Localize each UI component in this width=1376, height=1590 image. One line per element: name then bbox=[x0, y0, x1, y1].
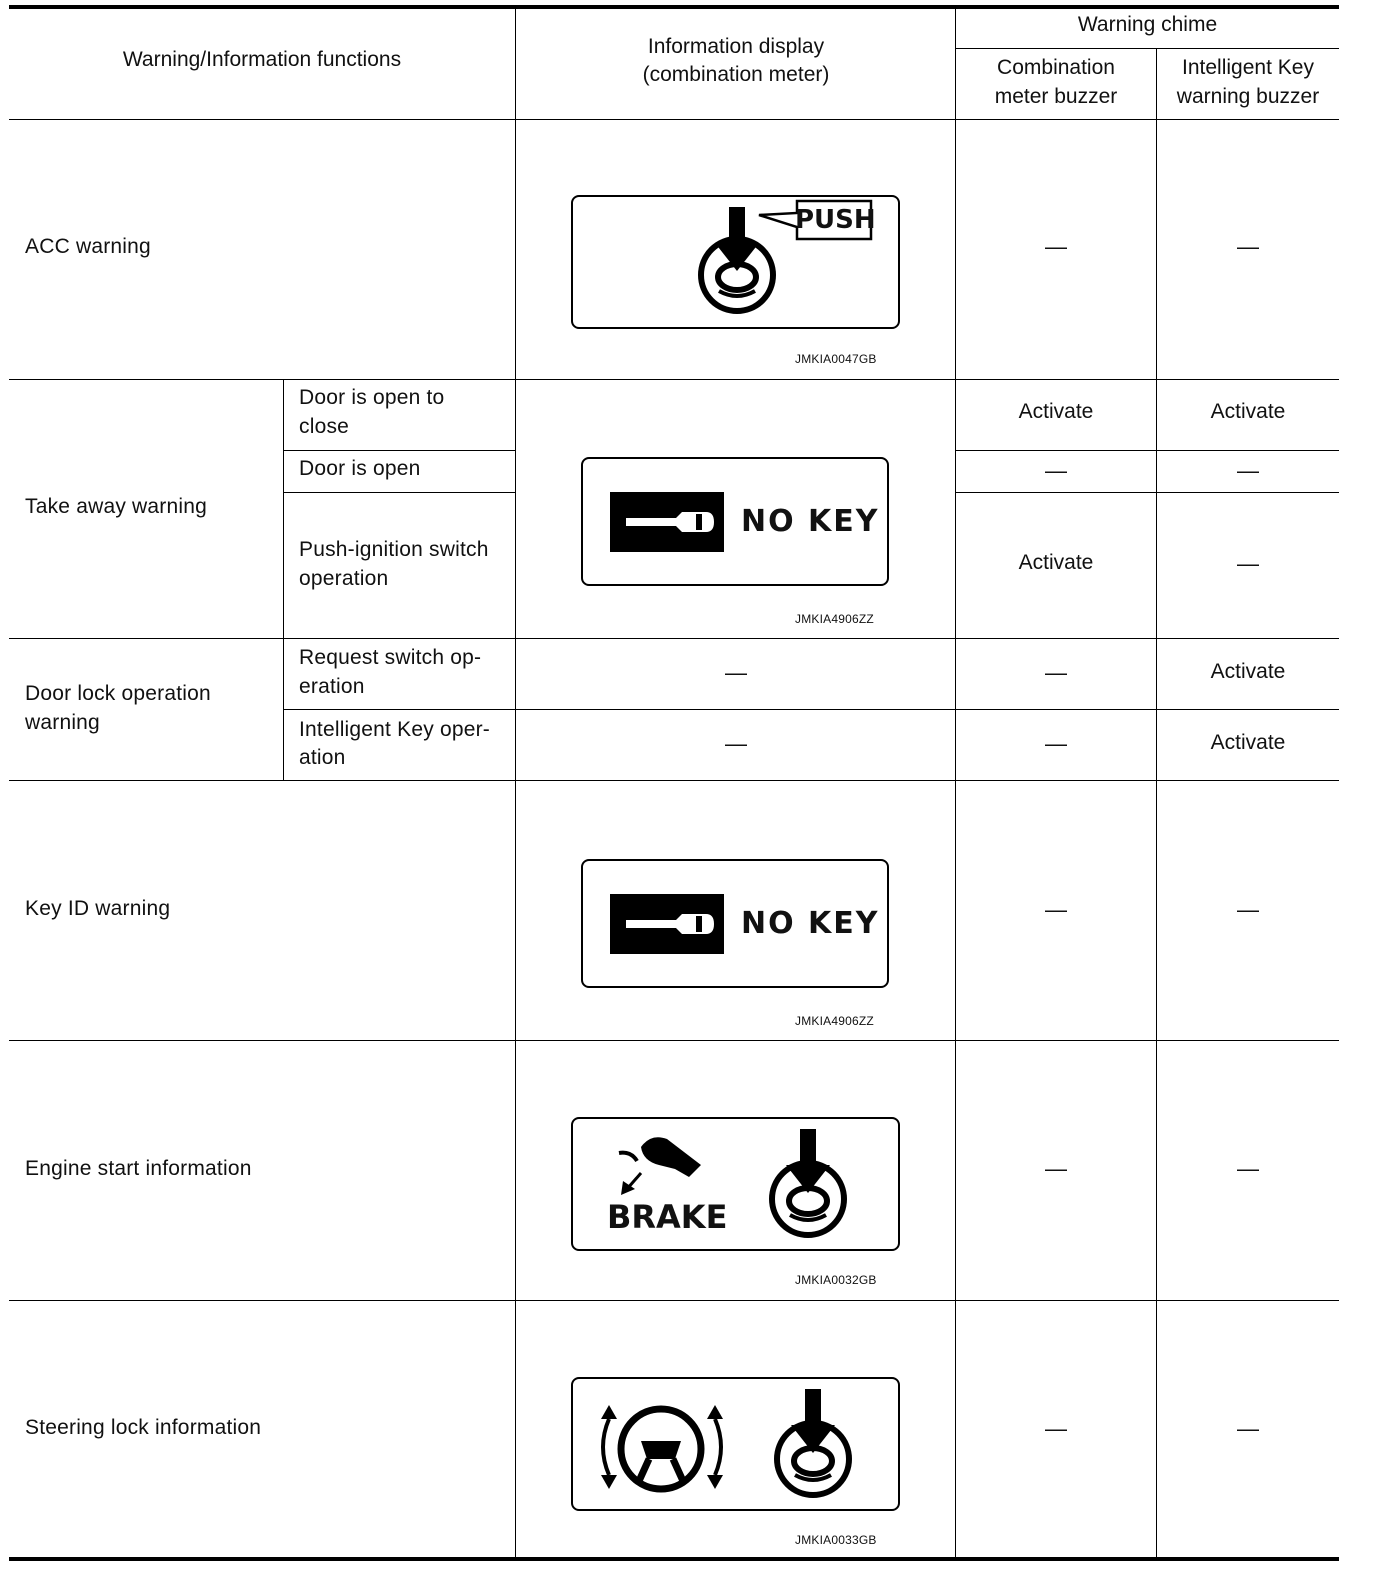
take-away-sub3-ikey: — bbox=[1237, 551, 1259, 576]
row-divider bbox=[956, 492, 1339, 493]
steering-wheel-icon bbox=[591, 1389, 751, 1509]
header-ikey-line2: warning buzzer bbox=[1176, 85, 1320, 108]
take-away-sub3-combi: Activate bbox=[1018, 551, 1094, 574]
col-divider bbox=[283, 379, 284, 780]
acc-combi-buzzer: — bbox=[1045, 234, 1067, 259]
header-display-line2: (combination meter) bbox=[642, 63, 830, 86]
header-functions: Warning/Information functions bbox=[122, 48, 402, 71]
header-ikey-line1: Intelligent Key bbox=[1182, 56, 1314, 79]
door-lock-sub1-display: — bbox=[725, 660, 747, 685]
steering-lock-ikey: — bbox=[1237, 1416, 1259, 1441]
row-divider bbox=[283, 492, 516, 493]
brake-label: BRAKE bbox=[607, 1198, 728, 1236]
engine-start-image-code: JMKIA0032GB bbox=[795, 1273, 877, 1287]
door-lock-sub1-line2: eration bbox=[299, 675, 365, 698]
header-warning-chime: Warning chime bbox=[1077, 13, 1218, 36]
row-divider bbox=[9, 780, 1339, 781]
row-divider bbox=[283, 709, 1339, 710]
row-divider bbox=[9, 379, 1339, 380]
row-divider bbox=[9, 638, 1339, 639]
nokey-label: NO KEY bbox=[741, 906, 880, 941]
engine-start-display bbox=[571, 1117, 900, 1251]
door-lock-sub2-line1: Intelligent Key oper- bbox=[299, 718, 490, 741]
row-divider bbox=[9, 1040, 1339, 1041]
door-lock-label-line2: warning bbox=[25, 711, 100, 734]
engine-start-label: Engine start information bbox=[25, 1157, 252, 1180]
table-top-border bbox=[9, 5, 1339, 9]
door-lock-sub2-ikey: Activate bbox=[1210, 731, 1286, 754]
take-away-nokey-display bbox=[581, 457, 889, 586]
row-divider bbox=[956, 450, 1339, 451]
steering-lock-label: Steering lock information bbox=[25, 1416, 262, 1439]
door-lock-sub1-ikey: Activate bbox=[1210, 660, 1286, 683]
acc-warning-label: ACC warning bbox=[25, 235, 151, 258]
take-away-sub3-line2: operation bbox=[299, 567, 389, 590]
take-away-sub2: Door is open bbox=[299, 457, 421, 480]
key-id-combi: — bbox=[1045, 897, 1067, 922]
key-id-image-code: JMKIA4906ZZ bbox=[795, 1014, 874, 1028]
row-divider bbox=[9, 1300, 1339, 1301]
key-icon bbox=[610, 894, 730, 958]
take-away-sub1-line2: close bbox=[299, 415, 350, 438]
push-ignition-icon bbox=[773, 1389, 873, 1509]
table-bottom-border bbox=[9, 1557, 1339, 1561]
engine-start-combi: — bbox=[1045, 1156, 1067, 1181]
door-lock-sub2-line2: ation bbox=[299, 746, 346, 769]
engine-start-ikey: — bbox=[1237, 1156, 1259, 1181]
push-label: PUSH bbox=[795, 205, 876, 235]
acc-ikey-buzzer: — bbox=[1237, 234, 1259, 259]
key-id-ikey: — bbox=[1237, 897, 1259, 922]
key-id-nokey-display bbox=[581, 859, 889, 988]
chime-header-divider bbox=[956, 48, 1339, 49]
steering-lock-image-code: JMKIA0033GB bbox=[795, 1533, 877, 1547]
door-lock-sub1-combi: — bbox=[1045, 660, 1067, 685]
door-lock-sub2-combi: — bbox=[1045, 731, 1067, 756]
take-away-label: Take away warning bbox=[25, 495, 207, 518]
steering-lock-combi: — bbox=[1045, 1416, 1067, 1441]
push-ignition-icon bbox=[768, 1129, 868, 1249]
header-bottom-border bbox=[9, 119, 1339, 120]
take-away-sub2-ikey: — bbox=[1237, 458, 1259, 483]
take-away-sub1-combi: Activate bbox=[1018, 400, 1094, 423]
nokey-label: NO KEY bbox=[741, 504, 880, 539]
acc-push-display bbox=[571, 195, 900, 329]
header-combi-line1: Combination bbox=[997, 56, 1115, 79]
col-divider bbox=[515, 5, 516, 1560]
header-display-line1: Information display bbox=[647, 35, 825, 58]
take-away-sub1-ikey: Activate bbox=[1210, 400, 1286, 423]
key-id-label: Key ID warning bbox=[25, 897, 171, 920]
door-lock-sub2-display: — bbox=[725, 731, 747, 756]
take-away-sub3-line1: Push-ignition switch bbox=[299, 538, 489, 561]
col-divider bbox=[1156, 48, 1157, 1560]
key-icon bbox=[610, 492, 730, 556]
header-combi-line2: meter buzzer bbox=[994, 85, 1118, 108]
take-away-sub2-combi: — bbox=[1045, 458, 1067, 483]
door-lock-sub1-line1: Request switch op- bbox=[299, 646, 482, 669]
take-away-sub1-line1: Door is open to bbox=[299, 386, 445, 409]
door-lock-label-line1: Door lock operation bbox=[25, 682, 211, 705]
acc-image-code: JMKIA0047GB bbox=[795, 352, 877, 366]
take-away-image-code: JMKIA4906ZZ bbox=[795, 612, 874, 626]
row-divider bbox=[283, 450, 516, 451]
steering-lock-display bbox=[571, 1377, 900, 1511]
